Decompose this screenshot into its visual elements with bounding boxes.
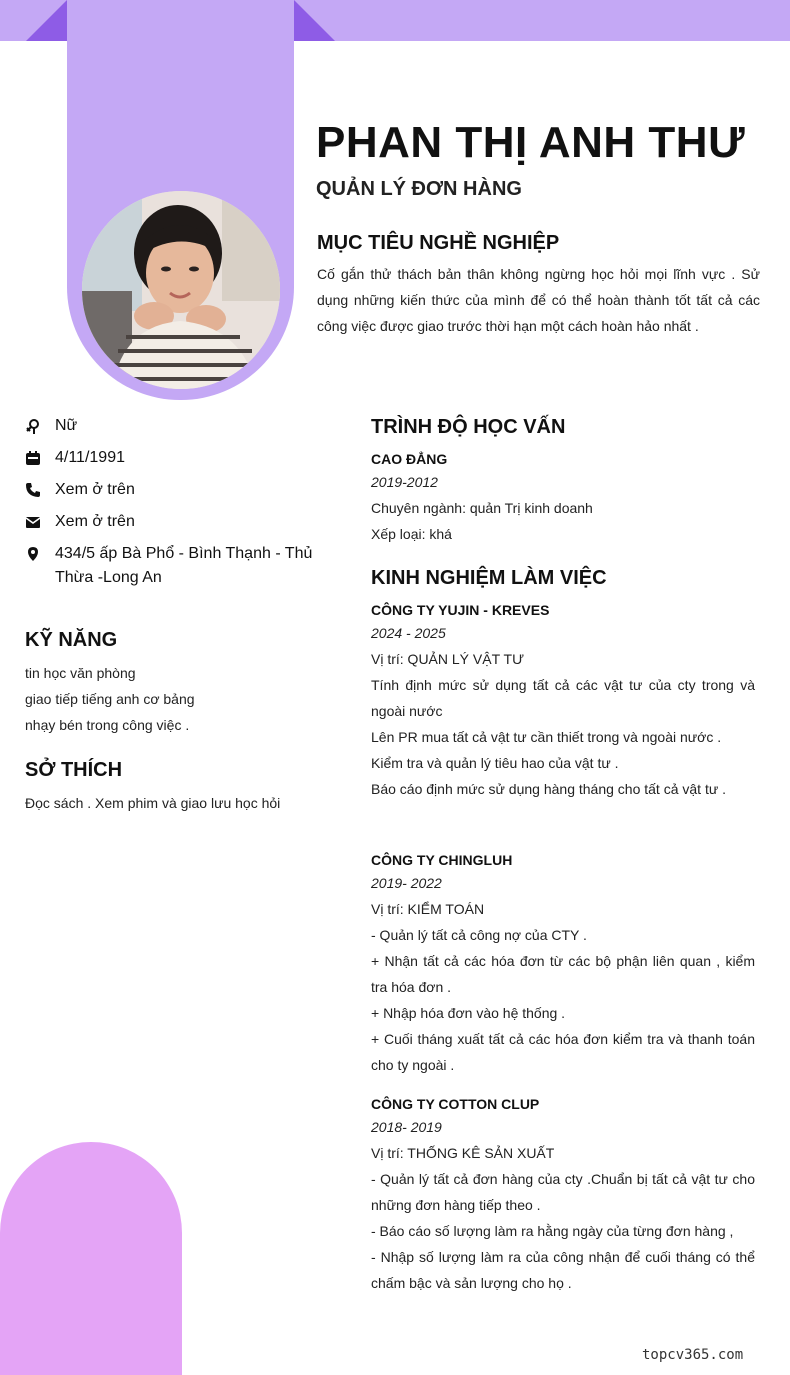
job-company: CÔNG TY YUJIN - KREVES [371,602,550,618]
contact-phone [25,478,325,502]
contact-email-text: Xem ở trên [55,513,135,530]
skills-section [25,629,325,738]
location-icon [25,546,41,562]
objective-title: MỤC TIÊU NGHỀ NGHIỆP [317,232,560,254]
job-entry [371,1094,755,1296]
hobbies-text: Đọc sách . Xem phim và giao lưu học hỏi [25,795,281,811]
job-period: 2019- 2022 [371,875,442,891]
job-entry [371,600,755,802]
job-line: - Quản lý tất cả công nợ của CTY . [371,927,587,943]
education-period: 2019-2012 [371,474,438,490]
candidate-name: PHAN THỊ ANH THƯ [316,118,746,167]
job-position: Vị trí: KIỂM TOÁN [371,901,485,917]
skill-item: tin học văn phòng [25,665,136,681]
job-company: CÔNG TY CHINGLUH [371,852,513,868]
job-line: + Nhận tất cả các hóa đơn từ các bộ phận liên quan , kiểm tra hóa đơn . [371,953,755,995]
contact-phone-text: Xem ở trên [55,481,135,498]
job-period: 2024 - 2025 [371,625,446,641]
job-line: Báo cáo định mức sử dụng hàng tháng cho tất cả vật tư . [371,781,726,797]
job-line: + Cuối tháng xuất tất cả các hóa đơn kiểm tra và thanh toán cho ty ngoài . [371,1031,755,1073]
objective-section [317,232,760,339]
job-line: - Nhập số lượng làm ra của công nhận để cuối tháng có thể chấm bậc và sản lượng cho họ . [371,1249,755,1291]
contact-address-text: 434/5 ấp Bà Phổ - Bình Thạnh - Thủ Thừa -Long An [55,545,313,586]
hobbies-section [25,759,345,816]
contact-birthday [25,446,325,470]
job-position: Vị trí: QUẢN LÝ VẬT TƯ [371,651,525,667]
top-right-triangle [294,0,335,41]
education-school: CAO ĐẲNG [371,451,448,467]
experience-title: KINH NGHIỆM LÀM VIỆC [371,567,607,589]
job-line: Lên PR mua tất cả vật tư cần thiết trong và ngoài nước . [371,729,722,745]
top-left-triangle [26,0,67,41]
skills-title: KỸ NĂNG [25,629,118,651]
job-position: Vị trí: THỐNG KÊ SẢN XUẤT [371,1145,555,1161]
calendar-icon [25,450,41,466]
education-major: Chuyên ngành: quản Trị kinh doanh [371,500,593,516]
experience-section [371,567,755,1296]
education-title: TRÌNH ĐỘ HỌC VẤN [371,416,566,438]
contact-birthday-text: 4/11/1991 [55,449,125,466]
job-line: - Báo cáo số lượng làm ra hằng ngày của từng đơn hàng , [371,1223,734,1239]
job-period: 2018- 2019 [371,1119,442,1135]
watermark: topcv365.com [642,1347,744,1363]
job-line: - Quản lý tất cả đơn hàng của cty .Chuẩn bị tất cả vật tư cho những đơn hàng tiếp theo . [371,1171,755,1213]
contact-gender [25,414,325,438]
bottom-decor-shape [0,1142,182,1375]
job-entry [371,850,755,1078]
contact-email [25,510,325,534]
skill-item: nhạy bén trong công việc . [25,717,190,733]
job-line: Tính định mức sử dụng tất cả các vật tư của cty trong và ngoài nước [371,677,755,719]
candidate-role: QUẢN LÝ ĐƠN HÀNG [316,178,522,200]
objective-text: Cố gắn thử thách bản thân không ngừng học hỏi mọi lĩnh vực . Sử dụng những kiến thức của mình để có thể hoàn thành tốt tất cả các công việc được giao trước thời hạn một cách hoàn hảo nhất . [317,266,760,334]
hobbies-title: SỞ THÍCH [25,759,123,781]
profile-photo-illustration [82,191,280,389]
contact-address [25,542,325,590]
skill-item: giao tiếp tiếng anh cơ bảng [25,691,195,707]
gender-icon [25,418,41,434]
education-section [371,416,755,547]
job-line: Kiểm tra và quản lý tiêu hao của vật tư . [371,755,619,771]
job-company: CÔNG TY COTTON CLUP [371,1096,540,1112]
right-column [371,416,755,1296]
phone-icon [25,482,41,498]
contact-section [25,414,325,598]
profile-photo [82,191,280,389]
education-grade: Xếp loại: khá [371,526,452,542]
email-icon [25,514,41,530]
job-line: + Nhập hóa đơn vào hệ thống . [371,1005,566,1021]
contact-gender-text: Nữ [55,417,78,434]
